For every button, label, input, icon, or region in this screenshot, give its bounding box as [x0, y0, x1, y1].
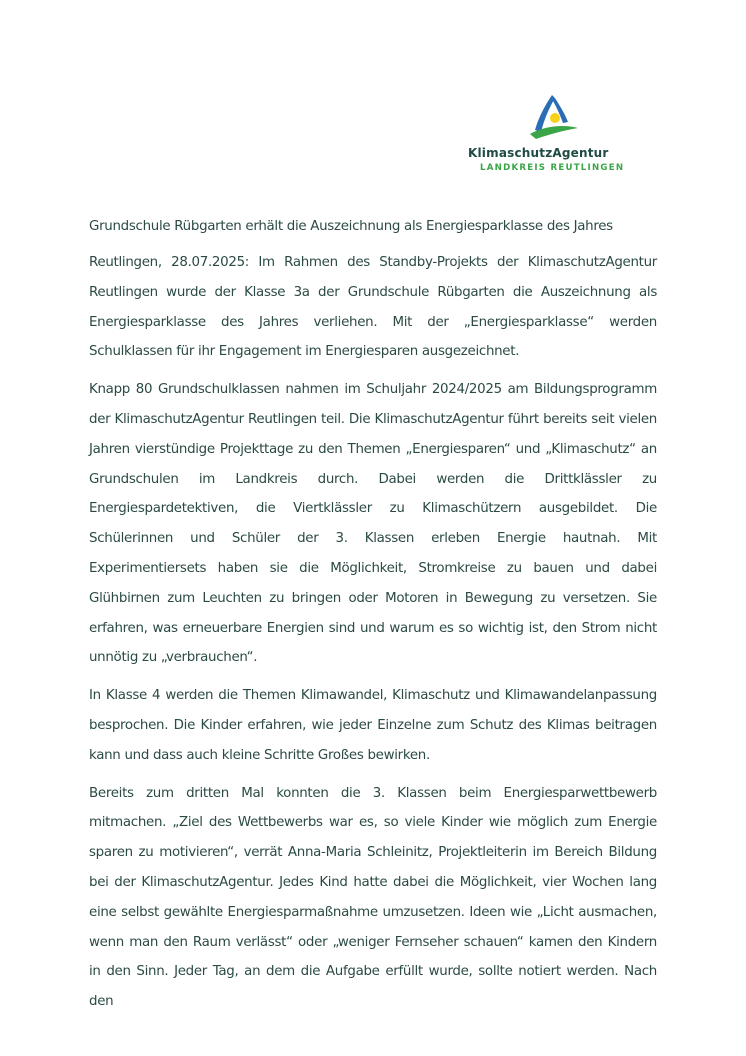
logo-subline: LANDKREIS REUTLINGEN: [480, 163, 625, 173]
paragraph-3: In Klasse 4 werden die Themen Klimawandel, Klimaschutz und Klimawandelanpassung besprochen. Die Kinder erfahren, wie jeder Einzelne zum Schutz des Klimas beitragen kann und dass auch kleine Schritte Großes bewirken.: [89, 688, 657, 763]
paragraph-2: Knapp 80 Grundschulklassen nahmen im Schuljahr 2024/2025 am Bildungsprogramm der KlimaschutzAgentur Reutlingen teil. Die KlimaschutzAgentur führt bereits seit vielen Jahren vierstündige Projekttage zu den Themen „Energiesparen“ und „Klimaschutz“ an Grundschulen im Landkreis durch. Dabei werden die Drittklässler zu Energiespardetektiven, die Viertklässler zu Klimaschützern ausgebildet. Die Schülerinnen und Schüler der 3. Klassen erleben Energie hautnah. Mit Experimentiersets haben sie die Möglichkeit, Stromkreise zu bauen und dabei Glühbirnen zum Leuchten zu bringen oder Motoren in Bewegung zu versetzen. Sie erfahren, was erneuerbare Energien sind und warum es so wichtig ist, den Strom nicht unnötig zu „verbrauchen“.: [89, 382, 657, 666]
press-release-body: [89, 216, 657, 1025]
headline: Grundschule Rübgarten erhält die Auszeichnung als Energiesparklasse des Jahres: [89, 219, 613, 234]
paragraph-1: Reutlingen, 28.07.2025: Im Rahmen des Standby-Projekts der KlimaschutzAgentur Reutlingen wurde der Klasse 3a der Grundschule Rübgarten die Auszeichnung als Energiesparklasse des Jahres verliehen. Mit der „Energiesparklasse“ werden Schulklassen für ihr Engagement im Energiesparen ausgezeichnet.: [89, 255, 657, 360]
klimaschutzagentur-logo: [462, 92, 648, 178]
logo-wordmark: KlimaschutzAgentur: [468, 146, 609, 160]
paragraph-4: Bereits zum dritten Mal konnten die 3. Klassen beim Energiesparwettbewerb mitmachen. „Ziel des Wettbewerbs war es, so viele Kinder wie möglich zum Energie sparen zu motivieren“, verrät Anna-Maria Schleinitz, Projektleiterin im Bereich Bildung bei der KlimaschutzAgentur. Jedes Kind hatte dabei die Möglichkeit, vier Wochen lang eine selbst gewählte Energiesparmaßnahme umzusetzen. Ideen wie „Licht ausmachen, wenn man den Raum verlässt“ oder „weniger Fernseher schauen“ kamen den Kindern in den Sinn. Jeder Tag, an dem die Aufgabe erfüllt wurde, sollte notiert werden. Nach den: [89, 785, 657, 1010]
logo-mark-icon: [524, 92, 584, 142]
